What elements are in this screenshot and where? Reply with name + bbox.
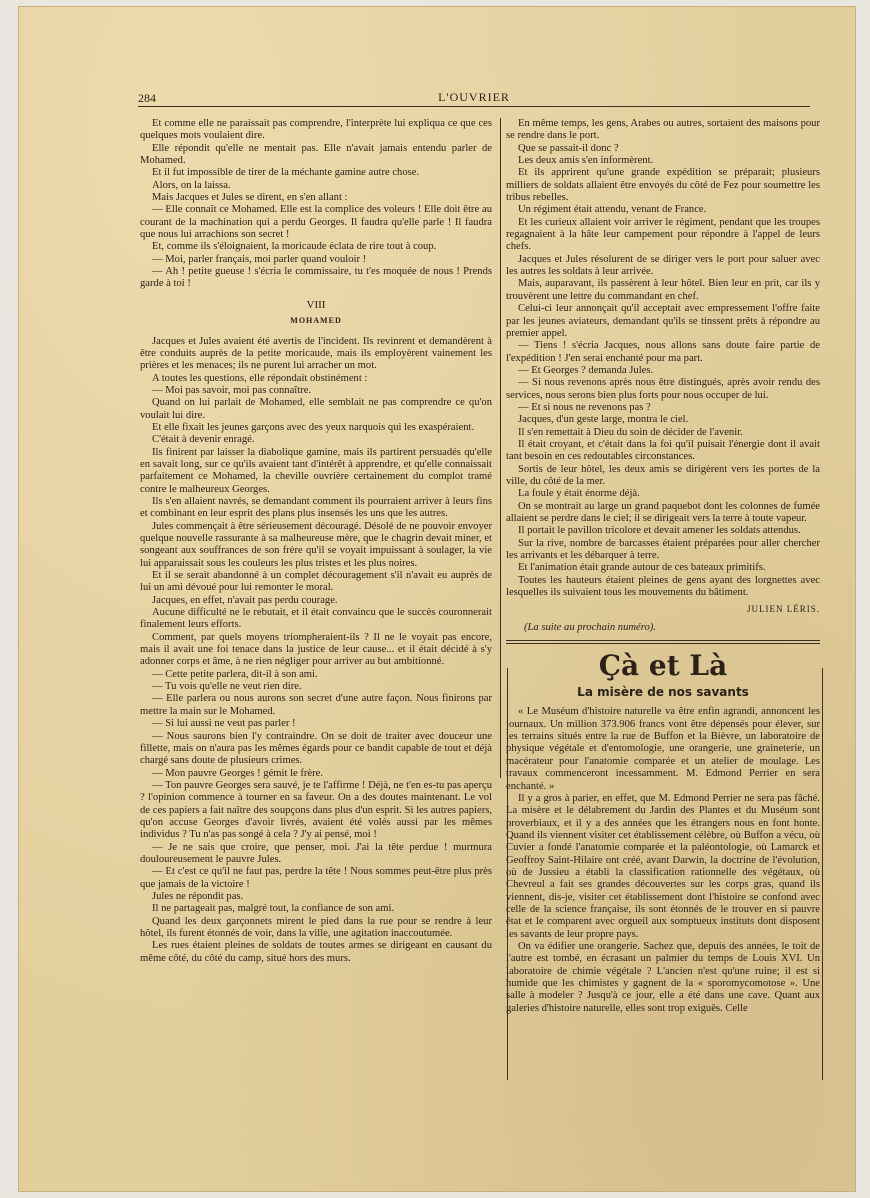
paragraph: Sortis de leur hôtel, les deux amis se dirigèrent vers les portes de la ville, du côté de la mer. xyxy=(506,463,820,487)
paragraph: En même temps, les gens, Arabes ou autres, sortaient des maisons pour se rendre dans le port. xyxy=(506,118,820,142)
paragraph: Et ils apprirent qu'une grande expédition se préparait; plusieurs milliers de soldats allaient être envoyés du côté de Fez pour soumettre les tribus rebelles. xyxy=(506,167,820,204)
section-separator xyxy=(506,640,820,644)
paragraph: — Cette petite parlera, dit-il à son ami. xyxy=(152,668,318,680)
paragraph: — Tu vois qu'elle ne veut rien dire. xyxy=(152,681,302,693)
paragraph: — Et c'est ce qu'il ne faut pas, perdre la tête ! Nous sommes peut-être plus près que jamais de la victoire ! xyxy=(140,866,492,890)
paragraph: Et il fut impossible de tirer de la méchante gamine autre chose. xyxy=(152,167,420,179)
chapter-title: MOHAMED xyxy=(290,316,342,326)
paragraph: Jules commençait à être sérieusement découragé. Désolé de ne pouvoir envoyer quelque nouvelle rassurante à sa malheureuse mère, que le chagrin devait miner, et songeant aux souffrances de son frère qu'il se voyait impuissant à soulager, la vie lui apparaissait sous les couleurs les plus tristes et les plus noires. xyxy=(140,520,492,569)
paragraph: Quand les deux garçonnets mirent le pied dans la rue pour se rendre à leur hôtel, ils furent étonnés de voir, dans la ville, une agitation inaccoutumée. xyxy=(140,915,492,939)
paragraph: Ils finirent par laisser la diabolique gamine, mais ils partirent persuadés qu'elle en savait long, sur ce qu'ils avaient tant d'intérêt à apprendre, et qu'elle connaissait parfaitement ce Mohamed, la cheville ouvrière certainement du complot tramé contre le malheureux Georges. xyxy=(140,446,492,495)
section-subtitle: La misère de nos savants xyxy=(577,685,749,700)
paragraph: — Elle connaît ce Mohamed. Elle est la complice des voleurs ! Elle doit être au courant de la machination qui a perdu Georges. Il faudra qu'elle parle ! Il faudra que nous lui arrachions son secret ! xyxy=(140,204,492,241)
paragraph: Il portait le pavillon tricolore et devait amener les soldats attendus. xyxy=(518,525,801,537)
paragraph: Mais, auparavant, ils passèrent à leur hôtel. Bien leur en prit, car ils y trouvèrent une lettre du commandant en chef. xyxy=(506,278,820,302)
paragraph: Et, comme ils s'éloignaient, la moricaude éclata de rire tout à coup. xyxy=(152,241,437,253)
paragraph: Et les curieux allaient voir arriver le régiment, pendant que les troupes regagnaient à la hâte leur campement pour répondre à l'appel de leurs chefs. xyxy=(506,216,820,253)
paragraph: — Et si nous ne revenons pas ? xyxy=(518,401,651,413)
paragraph: Et elle fixait les jeunes garçons avec des yeux narquois qui les exaspéraient. xyxy=(152,421,475,433)
paragraph: Sur la rive, nombre de barcasses étaient préparées pour aller chercher les arrivants et les débarquer à terre. xyxy=(506,537,820,562)
paragraph: — Si lui aussi ne veut pas parler ! xyxy=(152,718,296,730)
paragraph: Comment, par quels moyens triompheraient-ils ? Il ne le voyait pas encore, mais il avait une foi tenace dans la justice de leur cause... et il était décidé à s'y adonner corps et âme, à ne rien négliger pour arriver au but ambitionné. xyxy=(140,631,492,668)
continuation-note: (La suite au prochain numéro). xyxy=(524,621,656,633)
section-article xyxy=(506,706,820,1015)
paragraph: — Ton pauvre Georges sera sauvé, je te l'affirme ! Déjà, ne t'en es-tu pas aperçu ? l'opinion commence à tourner en sa faveur. On a des doutes maintenant. Le vol de ces papiers a fait naître des soupçons dans plus d'un esprit. Si les autres papiers, qu'on accuse Georges d'avoir livrés, avaient été volés aussi par les mêmes individus ? Tu n'as pas songé à cela ? J'y ai pensé, moi ! xyxy=(140,779,492,841)
column-divider xyxy=(500,118,501,778)
paragraph: — Et Georges ? demanda Jules. xyxy=(518,364,654,376)
paragraph: Ils s'en allaient navrés, se demandant comment ils pourraient arriver à leurs fins et combinant en leur esprit des plans plus insensés les uns que les autres. xyxy=(140,495,492,520)
paragraph: Et comme elle ne paraissait pas comprendre, l'interprète lui expliqua ce que ces quelques mots voulaient dire. xyxy=(140,118,492,142)
paragraph: — Elle parlera ou nous aurons son secret d'une autre façon. Nous finirons par mettre la main sur le Mohamed. xyxy=(140,693,492,717)
header-rule xyxy=(138,106,810,107)
section-frame-right xyxy=(822,668,823,1080)
paragraph: A toutes les questions, elle répondait obstinément : xyxy=(152,372,368,384)
paragraph: Celui-ci leur annonçait qu'il acceptait avec empressement l'offre faite par les jeunes aviateurs, demandant qu'ils se tinssent prêts à répondre au premier appel. xyxy=(506,303,820,339)
chapter-number: VIII xyxy=(306,298,326,311)
right-story xyxy=(506,118,820,599)
paragraph: Alors, on la laissa. xyxy=(152,179,231,191)
paragraph: Quand on lui parlait de Mohamed, elle semblait ne pas comprendre ce qu'on voulait lui dire. xyxy=(140,397,492,421)
left-story-part-a xyxy=(140,118,492,291)
paragraph: — Moi, parler français, moi parler quand vouloir ! xyxy=(152,253,367,265)
paragraph: Que se passait-il donc ? xyxy=(518,142,619,154)
paragraph: — Moi pas savoir, moi pas connaître. xyxy=(152,384,312,396)
paragraph: Jacques et Jules résolurent de se diriger vers le port pour saluer avec les autres les soldats à leur arrivée. xyxy=(506,253,820,278)
paragraph: Aucune difficulté ne le rebutait, et il était convaincu que le succès couronnerait finalement leurs efforts. xyxy=(140,607,492,631)
paragraph: Les rues étaient pleines de soldats de toutes armes se dirigeant en causant du même côté, du côté du camp, situé hors des murs. xyxy=(140,940,492,964)
author-signature: JULIEN LÉRIS. xyxy=(747,604,820,615)
right-column xyxy=(506,118,820,1188)
paragraph: Mais Jacques et Jules se dirent, en s'en allant : xyxy=(152,192,348,204)
paragraph: Et l'animation était grande autour de ces bateaux primitifs. xyxy=(518,562,766,574)
paragraph: Il était croyant, et c'était dans la foi qu'il puisait l'énergie dont il avait tant besoin en ces redoutables circonstances. xyxy=(506,438,820,463)
paragraph: — Mon pauvre Georges ! gémit le frère. xyxy=(152,767,324,779)
paragraph: Il y a gros à parier, en effet, que M. Edmond Perrier ne sera pas fâché. La misère et le délabrement du Jardin des Plantes et du Muséum sont proverbiaux, et il y a des années que les étrangers nous en font honte. Quand ils viennent visiter cet établissement célèbre, où Buffon a vécu, où Cuvier a fondé l'anatomie comparée et la paléontologie, où Lamarck et Geoffroy Saint-Hilaire ont créé, avant Darwin, la doctrine de l'évolution, où de Jussieu a établi la classification rationnelle des végétaux, où Chevreul a fait ses grandes découvertes sur les corps gras, quand ils viennent, dis-je, visiter cet établissement dont l'histoire se confond avec celle de la science française, ils sont étonnés de le trouver en si pauvre état et le comparent avec orgueil aux somptueux instituts dont disposent les savants de leur propre pays. xyxy=(506,792,820,940)
page-title: L'OUVRIER xyxy=(438,90,510,104)
paragraph: Il ne partageait pas, malgré tout, la confiance de son ami. xyxy=(152,903,395,915)
left-column xyxy=(140,118,492,1188)
paragraph: Il s'en remettait à Dieu du soin de décider de l'avenir. xyxy=(518,426,743,438)
paragraph: On se montrait au large un grand paquebot dont les colonnes de fumée allaient se perdre dans le ciel; il se dirigeait vers la terre à toute vapeur. xyxy=(506,500,820,524)
running-header xyxy=(138,88,810,106)
paragraph: Jacques, d'un geste large, montra le ciel. xyxy=(518,414,689,426)
left-story-part-b xyxy=(140,336,492,966)
paragraph: Elle répondit qu'elle ne mentait pas. Elle n'avait jamais entendu parler de Mohamed. xyxy=(140,142,492,167)
paragraph: — Ah ! petite gueuse ! s'écria le commissaire, tu t'es moquée de nous ! Prends garde à toi ! xyxy=(140,266,492,290)
paragraph: Un régiment était attendu, venant de France. xyxy=(518,204,707,216)
paragraph: La foule y était énorme déjà. xyxy=(518,488,640,500)
paragraph: Jules ne répondit pas. xyxy=(152,890,244,902)
page-number: 284 xyxy=(138,91,156,105)
paragraph: On va édifier une orangerie. Sachez que, depuis des années, le toit de l'autre est tombé, en écrasant un palmier du temps de Louis XVI. Un laboratoire de chimie végétale ? L'ancien n'est qu'une ruine; il est si humide que les chimistes y gagnent de la « sporomycomotose ». Une salle à modeler ? Jusqu'à ce jour, elle a été dans une cave. Quant aux galeries d'histoire naturelle, elles sont trop exiguës. Celle xyxy=(506,940,820,1014)
paragraph: Toutes les hauteurs étaient pleines de gens ayant des lorgnettes avec lesquelles ils suivaient tous les mouvements du bâtiment. xyxy=(506,574,820,599)
paragraph: Jacques et Jules avaient été avertis de l'incident. Ils revinrent et demandèrent à être conduits auprès de la petite moricaude, mais ils employèrent vainement les prières et les menaces; ils ne purent lui arracher un mot. xyxy=(140,335,492,372)
paragraph: — Je ne sais que croire, que penser, moi. J'ai la tête perdue ! murmura douloureusement le pauvre Jules. xyxy=(140,841,492,865)
paragraph: Et il se serait abandonné à un complet découragement s'il n'avait eu auprès de lui un ami dévoué pour lui remonter le moral. xyxy=(140,570,492,594)
section-title: Çà et Là xyxy=(598,649,728,683)
paragraph: — Tiens ! s'écria Jacques, nous allons sans doute faire partie de l'expédition ! J'en serai enchanté pour ma part. xyxy=(506,340,820,364)
paragraph: — Nous saurons bien l'y contraindre. On se doit de traiter avec douceur une fillette, mais on n'aura pas les mêmes égards pour ce bandit capable de tout et déjà chargé sans doute de plusieurs crimes. xyxy=(140,730,492,767)
paragraph: « Le Muséum d'histoire naturelle va être enfin agrandi, annoncent les journaux. Un million 373.906 francs vont être dépensés pour élever, sur les terrains situés entre la rue de Buffon et la Bièvre, un laboratoire de physique végétale et d'entomologie, une orangerie, une graineterie, un macérateur pour l'anatomie comparée et un atelier de moulage. Les travaux commenceront incessamment. M. Edmond Perrier en sera enchanté. » xyxy=(506,706,820,792)
paragraph: Jacques, en effet, n'avait pas perdu courage. xyxy=(152,594,338,606)
torn-edge xyxy=(0,620,18,920)
paragraph: C'était à devenir enragé. xyxy=(152,434,255,446)
paragraph: Les deux amis s'en informèrent. xyxy=(518,155,654,167)
paragraph: — Si nous revenons après nous être distingués, après avoir rendu des services, nous serons bien plus forts pour nous occuper de lui. xyxy=(506,377,820,401)
